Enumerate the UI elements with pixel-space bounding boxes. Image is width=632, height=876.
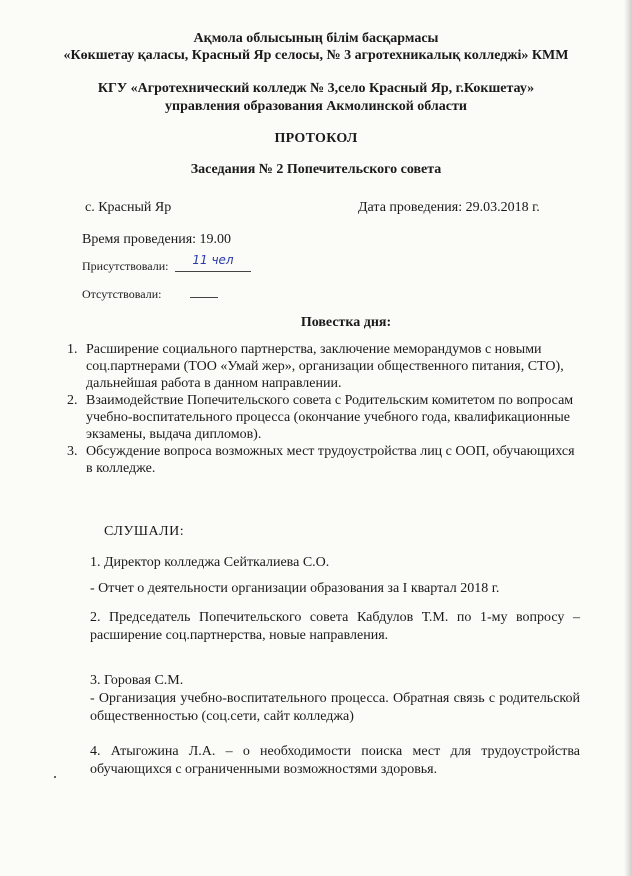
present-handwritten-value: 11 чел: [175, 253, 251, 272]
agenda-item-text: Взаимодействие Попечительского совета с Родительским комитетом по вопросам учебно-воспитательного процесса (окончание учебного года, квалификационные экзамены, выдача дипломов).: [86, 393, 574, 442]
agenda-title: Повестка дня:: [300, 315, 392, 330]
header-line-4: управления образования Акмолинской области: [165, 99, 467, 114]
meeting-place: с. Красный Яр: [85, 200, 172, 215]
meeting-time: Время проведения: 19.00: [82, 232, 232, 247]
header-line-2: «Көкшетау қаласы, Красный Яр селосы, № 3 агротехникалық колледжі» КММ: [63, 48, 569, 63]
agenda-list: [62, 341, 582, 477]
agenda-item-number: 2.: [67, 393, 78, 408]
heard-item: 1. Директор колледжа Сейткалиева С.О.: [90, 555, 330, 570]
document-subtitle: Заседания № 2 Попечительского совета: [190, 162, 442, 177]
heard-item: - Отчет о деятельности организации образования за I квартал 2018 г.: [90, 581, 500, 596]
absent-blank-line: [190, 283, 218, 298]
agenda-item-number: 1.: [67, 342, 78, 357]
agenda-item: [62, 443, 582, 477]
meeting-date: Дата проведения: 29.03.2018 г.: [358, 200, 540, 215]
present-label: Присутствовали:: [82, 259, 169, 273]
heard-item: 2. Председатель Попечительского совета Кабдулов Т.М. по 1-му вопросу – расширение соц.партнерства, новые направления.: [90, 610, 580, 643]
agenda-item-text: Расширение социального партнерства, заключение меморандумов с новыми соц.партнерами (ТОО «Умай жер», организации общественного питания, СТО), дальнейшая работа в данном направлении.: [86, 342, 564, 391]
header-line-1: Ақмола облысының білім басқармасы: [193, 31, 439, 46]
heard-item: 4. Атыгожина Л.А. – о необходимости поиска мест для трудоустройства обучающихся с ограниченными возможностями здоровья.: [90, 744, 580, 777]
heard-item: 3. Горовая С.М. - Организация учебно-воспитательного процесса. Обратная связь с родительской общественностью (соц.сети, сайт колледжа): [90, 673, 580, 724]
heard-title: СЛУШАЛИ:: [104, 524, 185, 539]
absent-label: Отсутствовали:: [82, 287, 162, 301]
document-title: ПРОТОКОЛ: [274, 131, 358, 146]
scan-speck: [54, 776, 56, 778]
agenda-item-number: 3.: [67, 444, 78, 459]
agenda-item: [62, 341, 582, 392]
agenda-item-text: Обсуждение вопроса возможных мест трудоустройства лиц с ООП, обучающихся в колледже.: [86, 444, 575, 476]
header-line-3: КГУ «Агротехнический колледж № 3,село Красный Яр, г.Кокшетау»: [97, 81, 535, 96]
agenda-item: [62, 392, 582, 443]
